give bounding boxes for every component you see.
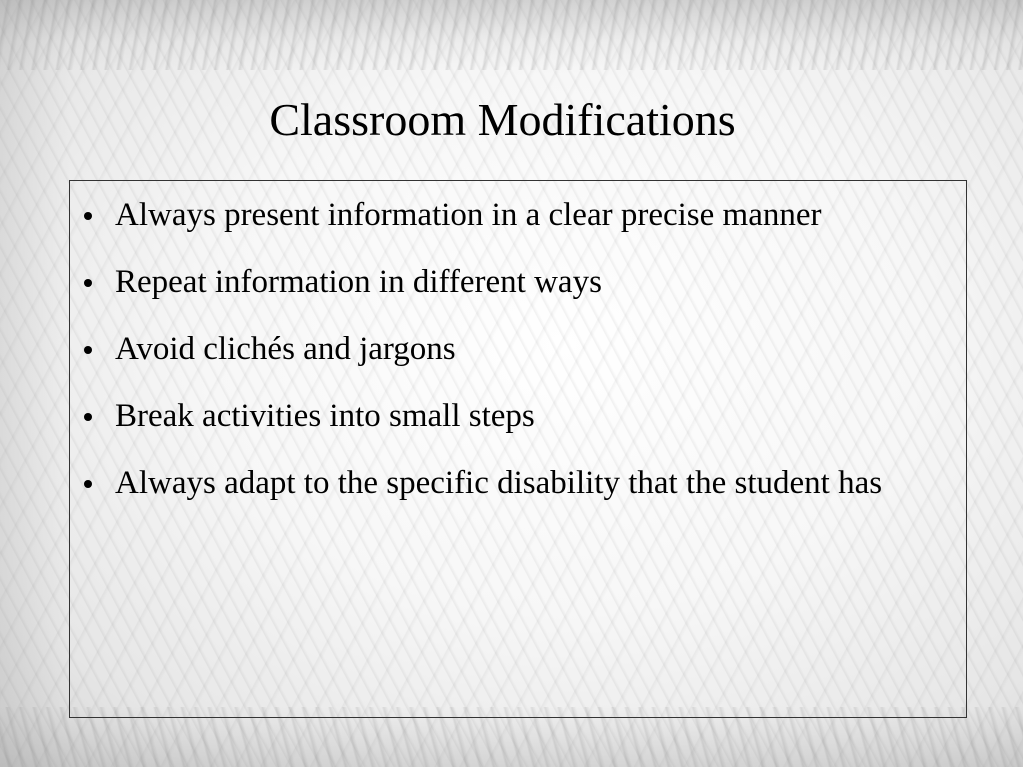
bullet-text: Always adapt to the specific disability that the student has	[115, 465, 883, 501]
bullet-list	[70, 181, 966, 507]
bullet-dot-icon	[84, 212, 92, 220]
bullet-text: Always present information in a clear precise manner	[115, 197, 822, 233]
bullet-dot-icon	[84, 480, 92, 488]
bullet-item	[70, 191, 966, 239]
bullet-dot-icon	[84, 279, 92, 287]
bullet-text: Break activities into small steps	[115, 398, 535, 434]
feather-texture-top	[0, 0, 1023, 70]
bullet-dot-icon	[84, 346, 92, 354]
bullet-item	[70, 325, 966, 373]
bullet-text: Avoid clichés and jargons	[115, 331, 456, 367]
bullet-item	[70, 258, 966, 306]
bullet-text: Repeat information in different ways	[115, 264, 602, 300]
slide-title: Classroom Modifications	[269, 94, 736, 145]
bullet-dot-icon	[84, 413, 92, 421]
bullet-item	[70, 459, 966, 507]
content-box	[69, 180, 967, 718]
bullet-item	[70, 392, 966, 440]
